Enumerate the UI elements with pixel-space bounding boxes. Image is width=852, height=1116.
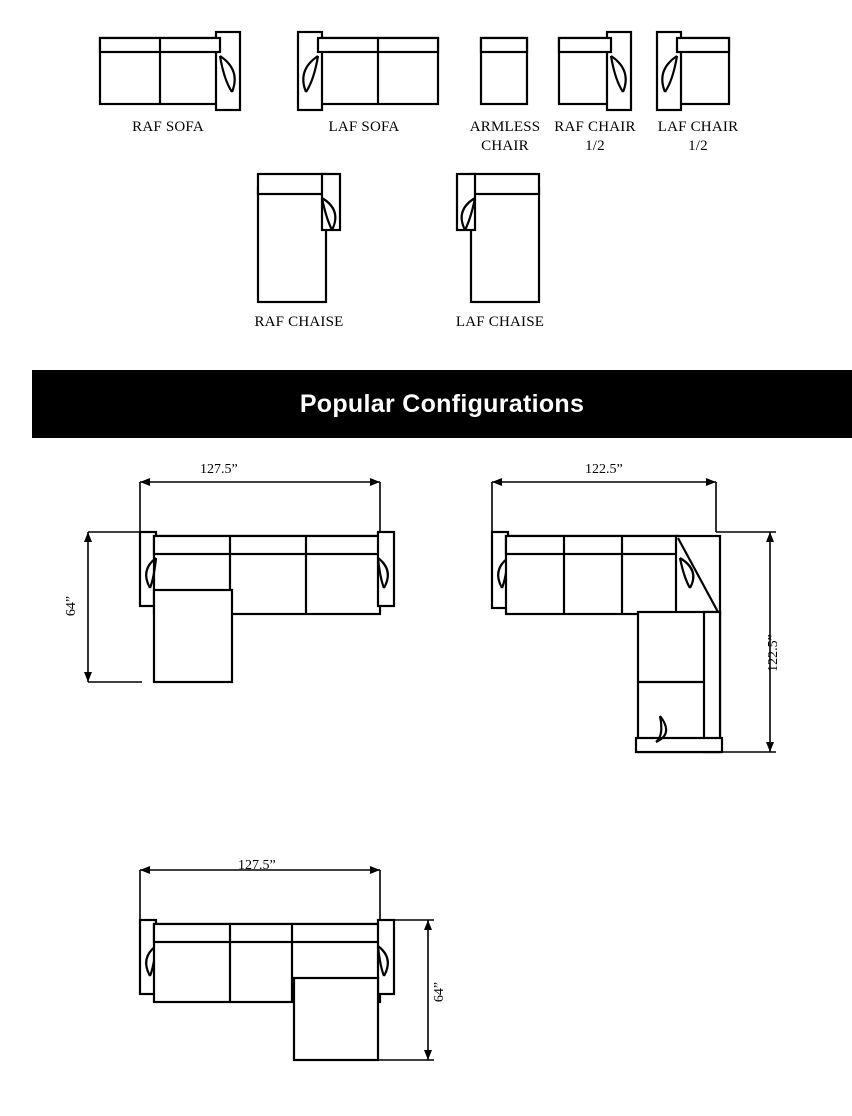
module-label-line: ARMLESS <box>469 119 541 135</box>
config-1-depth-label: 64” <box>64 595 80 617</box>
config-3-width-label: 127.5” <box>238 858 276 873</box>
module-label-line: RAF CHAISE <box>254 314 344 330</box>
module-label-line: 1/2 <box>688 138 708 154</box>
module-label-laf-chair <box>648 118 748 156</box>
configuration-3 <box>60 858 460 1078</box>
module-label-laf-chaise <box>425 313 575 332</box>
config-3-depth-label: 64” <box>432 981 448 1003</box>
config-2-depth-label: 122.5” <box>765 634 781 672</box>
module-armless-chair <box>477 30 533 112</box>
module-raf-chair <box>555 30 635 112</box>
module-laf-sofa <box>294 30 440 112</box>
module-label-line: 1/2 <box>585 138 605 154</box>
module-laf-chair <box>653 30 733 112</box>
module-label-armless-chair <box>455 118 555 156</box>
module-laf-chaise <box>453 168 547 308</box>
module-label-line: LAF CHAISE <box>455 314 545 330</box>
module-label-line: CHAIR <box>481 138 529 154</box>
module-raf-chaise <box>254 168 348 308</box>
module-label-raf-chair <box>545 118 645 156</box>
module-label-raf-sofa <box>92 118 244 137</box>
module-label-line: LAF CHAIR <box>657 119 739 135</box>
popular-configurations-banner <box>32 370 852 438</box>
module-label-line: RAF SOFA <box>132 119 204 135</box>
module-label-raf-chaise <box>224 313 374 332</box>
module-label-line: LAF SOFA <box>328 119 400 135</box>
banner-title: Popular Configurations <box>299 390 585 418</box>
module-label-laf-sofa <box>288 118 440 137</box>
config-2-width-label: 122.5” <box>585 462 623 477</box>
config-1-width-label: 127.5” <box>200 462 238 477</box>
configuration-2 <box>468 470 798 770</box>
module-raf-sofa <box>98 30 244 112</box>
module-label-line: RAF CHAIR <box>554 119 636 135</box>
configuration-1 <box>60 470 400 700</box>
